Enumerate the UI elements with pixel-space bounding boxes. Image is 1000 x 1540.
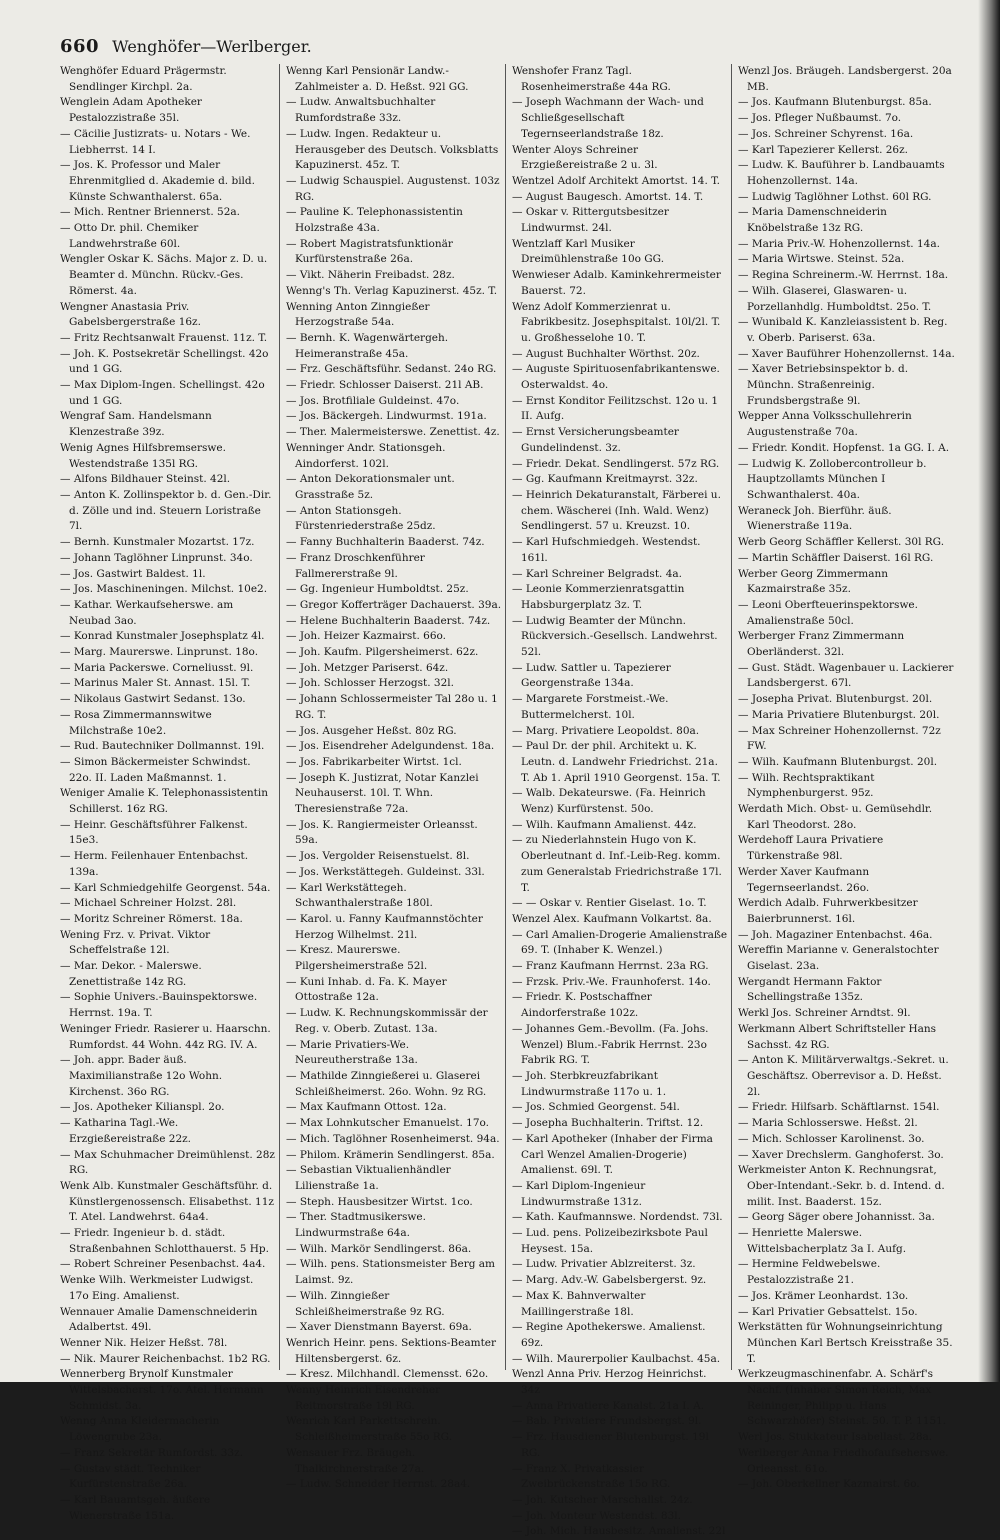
directory-entry: — Jos. Eisendreher Adelgundenst. 18a. — [286, 740, 495, 753]
directory-entry: — Karol. u. Fanny Kaufmannstöchter Herzog Wilhelmst. 21l. — [286, 912, 483, 941]
directory-entry: — Xaver Drechslerm. Ganghoferst. 3o. — [738, 1148, 944, 1161]
directory-entry: — Maria Packerswe. Corneliusst. 9l. — [60, 661, 254, 674]
directory-entry: — Anton K. Zollinspektor b. d. Gen.-Dir. d. Zölle und ind. Steuern Loristraße 7l. — [60, 488, 272, 533]
directory-entry: — Wilh. Maurerpolier Kaulbachst. 45a. — [512, 1352, 721, 1365]
directory-entry: Werdehoff Laura Privatiere Türkenstraße 98l. — [738, 834, 884, 863]
directory-entry: — Wilh. Zinngießer Schleißheimerstraße 9z RG. — [286, 1289, 445, 1318]
directory-entry: — Katharina Tagl.-We. Erzgießereistraße 22z. — [60, 1117, 192, 1145]
directory-entry: — Friedr. Ingenieur b. d. städt. Straßenbahnen Schlotthauerst. 5 Hp. — [60, 1227, 269, 1255]
directory-entry: Werkstätten für Wohnungseinrichtung München Karl Bertsch Kreisstraße 35. T. — [738, 1321, 953, 1365]
column-3 — [512, 64, 732, 1538]
directory-entry: — Jos. Schreiner Schyrenst. 16a. — [738, 127, 914, 140]
directory-entry: — Karl Schreiner Belgradst. 4a. — [512, 567, 682, 580]
directory-entry: — Robert Schreiner Pesenbachst. 4a4. — [60, 1258, 266, 1271]
directory-entry: — Joh. Sterbkreuzfabrikant Lindwurmstraße 117o u. 1. — [512, 1070, 667, 1098]
directory-entry: — Jos. Schmied Georgenst. 54l. — [512, 1101, 680, 1114]
directory-entry: Wereffin Marianne v. Generalstochter Giselast. 23a. — [738, 944, 939, 973]
directory-entry: — Mich. Schlosser Karolinenst. 3o. — [738, 1132, 925, 1145]
directory-entry: Wensauer Frz. Bräugeh. Thalkirchnerstraße 27a. — [286, 1446, 425, 1475]
directory-entry: Wenke Wilh. Werkmeister Ludwigst. 17o Eing. Amalienst. — [60, 1274, 254, 1302]
directory-entry: — Max Diplom-Ingen. Schellingst. 42o und 1 GG. — [60, 379, 265, 407]
page-header — [60, 36, 940, 62]
directory-entry: — — Oskar v. Rentier Giselast. 1o. T. — [512, 897, 707, 910]
directory-entry: Weniger Amalie K. Telephonassistentin Schillerst. 16z RG. — [60, 787, 269, 816]
directory-entry: — Joseph K. Justizrat, Notar Kanzlei Neuhauserst. 10l. T. Whn. Theresienstraße 72a. — [286, 771, 479, 816]
directory-entry: — Xaver Dienstmann Bayerst. 69a. — [286, 1321, 472, 1334]
directory-entry: — Bernh. K. Wagenwärtergeh. Heimeranstraße 45a. — [286, 331, 449, 360]
directory-entry: — Regina Schreinerm.-W. Herrnst. 18a. — [738, 269, 949, 282]
directory-entry: — Joh. Metzger Pariserst. 64z. — [286, 661, 449, 674]
directory-entry: — Moritz Schreiner Römerst. 18a. — [60, 912, 243, 925]
directory-entry: — August Baugesch. Amortst. 14. T. — [512, 190, 704, 203]
directory-entry: Wenng's Th. Verlag Kapuzinerst. 45z. T. — [286, 284, 498, 297]
directory-entry: — Friedr. Schlosser Daiserst. 21l AB. — [286, 379, 484, 392]
directory-entry: — Pauline K. Telephonassistentin Holzstraße 43a. — [286, 206, 463, 235]
directory-entry: — Jos. K. Professor und Maler Ehrenmitglied d. Akademie d. bild. Künste Schwanthalerst. 65a. — [60, 159, 255, 203]
directory-entry: — Auguste Spirituosenfabrikantenswe. Osterwaldst. 4o. — [512, 363, 720, 392]
directory-entry: Werkmann Albert Schriftsteller Hans Sachsst. 4z RG. — [738, 1022, 937, 1051]
directory-entry: — Bernh. Kunstmaler Mozartst. 17z. — [60, 536, 255, 549]
directory-entry: — Walb. Dekateurswe. (Fa. Heinrich Wenz) Kurfürstenst. 50o. — [512, 787, 706, 816]
directory-entry: — Jos. Brotfiliale Guldeinst. 47o. — [286, 394, 460, 407]
directory-entry: — Joh. Schlosser Herzogst. 32l. — [286, 677, 454, 690]
directory-entry: — Ludw. Schneider Herrnst. 28a4. — [286, 1478, 471, 1491]
directory-entry: — Jos. Werkstättegeh. Guldeinst. 33l. — [286, 865, 485, 878]
directory-entry: — Maria Wirtswe. Steinst. 52a. — [738, 253, 905, 266]
directory-entry: — Gustav städt. Techniker Kurfürstenstraße 26a. — [60, 1462, 201, 1491]
directory-entry: — Joseph Wachmann der Wach- und Schließgesellschaft Tegernseerlandstraße 18z. — [512, 96, 704, 140]
directory-entry: — Joh. Monteur Westendst. 83l. — [512, 1509, 681, 1522]
directory-entry: — Ludwig Beamter der Münchn. Rückversich.-Gesellsch. Landwehrst. 52l. — [512, 614, 718, 659]
directory-entry: — Jos. Ausgeher Heßst. 80z RG. — [286, 724, 457, 737]
directory-entry: Wenny Heinrich Eisendreher Reitmorstraße 19l RG. — [286, 1384, 441, 1412]
directory-entry: — Max Kaufmann Ottost. 12a. — [286, 1101, 447, 1114]
directory-entry: Wengraf Sam. Handelsmann Klenzestraße 39z. — [60, 410, 212, 439]
directory-entry: — Ernst Konditor Feilitzschst. 12o u. 1 II. Aufg. — [512, 394, 719, 423]
directory-entry: Wengler Oskar K. Sächs. Major z. D. u. Beamter d. Münchn. Rückv.-Ges. Römerst. 4a. — [60, 253, 268, 297]
directory-entry: — Gust. Städt. Wagenbauer u. Lackierer Landsbergerst. 67l. — [738, 661, 954, 690]
directory-entry: — Karl Bauamtsgeh. äußere Wienerstraße 151a. — [60, 1493, 211, 1522]
directory-entry: — Leoni Oberfteuerinspektorswe. Amalienstraße 50cl. — [738, 598, 918, 627]
directory-entry: Weraneck Joh. Bierführ. äuß. Wienerstraße 119a. — [738, 504, 892, 533]
directory-entry: — Kresz. Maurerswe. Pilgersheimerstraße 52l. — [286, 944, 428, 973]
directory-entry: — Ludw. Ingen. Redakteur u. Herausgeber des Deutsch. Volksblatts Kapuzinerst. 45z. T. — [286, 127, 499, 172]
directory-entry: — Kath. Kaufmannswe. Nordendst. 73l. — [512, 1211, 723, 1224]
directory-entry: — Xaver Betriebsinspektor b. d. Münchn. Straßenreinig. Frundsbergstraße 9l. — [738, 363, 909, 407]
directory-entry: — Wunibald K. Kanzleiassistent b. Reg. v. Oberb. Pariserst. 63a. — [738, 316, 948, 344]
directory-entry: Wenzl Jos. Bräugeh. Landsbergerst. 20a MB. — [738, 65, 952, 93]
directory-entry: — Johann Schlossermeister Tal 28o u. 1 RG. T. — [286, 693, 498, 721]
directory-entry: Wenzel Alex. Kaufmann Volkartst. 8a. — [512, 912, 712, 925]
directory-entry: Wenshofer Franz Tagl. Rosenheimerstraße 44a RG. — [512, 65, 671, 93]
directory-entry: — Johannes Gem.-Bevollm. (Fa. Johs. Wenzel) Blum.-Fabrik Herrnst. 23o Fabrik RG. T. — [512, 1022, 709, 1067]
directory-entry: — Jos. Vergolder Reisenstuelst. 8l. — [286, 850, 470, 863]
directory-entry: Werl Jos. Stukkateur Isabellast. 28a. — [738, 1431, 933, 1444]
directory-entry: — Maria Schlosserswe. Heßst. 2l. — [738, 1117, 918, 1130]
directory-entry: — Karl Apotheker (Inhaber der Firma Carl Wenzel Amalien-Drogerie) Amalienst. 69l. T. — [512, 1132, 713, 1177]
directory-entry: — Wilh. Kaufmann Amalienst. 44z. — [512, 818, 697, 831]
directory-entry: — Nik. Maurer Reichenbachst. 1b2 RG. — [60, 1352, 271, 1365]
directory-entry: — Joh. Kaufm. Pilgersheimerst. 62z. — [286, 646, 479, 659]
directory-entry: — Mathilde Zinngießerei u. Glaserei Schleißheimerst. 26o. Wohn. 9z RG. — [286, 1070, 487, 1098]
directory-entry: — Jos. K. Rangiermeister Orleansst. 59a. — [286, 818, 478, 847]
directory-entry: Wenner Nik. Heizer Heßst. 78l. — [60, 1336, 228, 1349]
directory-entry: — Joh. Heizer Kazmairst. 66o. — [286, 630, 446, 643]
column-1 — [60, 64, 280, 1522]
directory-entry: — Rud. Bautechniker Dollmannst. 19l. — [60, 740, 265, 753]
directory-entry: — Ludwig Schauspiel. Augustenst. 103z RG. — [286, 174, 500, 203]
directory-entry: — Wilh. Markör Sendlingerst. 86a. — [286, 1242, 472, 1255]
directory-entry: — Hermine Feldwebelswe. Pestalozzistraße 21. — [738, 1258, 881, 1287]
directory-entry: — Franz Kaufmann Herrnst. 23a RG. — [512, 960, 709, 973]
directory-entry: — Ludw. K. Rechnungskommissär der Reg. v. Oberb. Zutast. 13a. — [286, 1007, 488, 1035]
directory-entry: — Mich. Rentner Briennerst. 52a. — [60, 206, 241, 219]
directory-entry: — Anton K. Militärverwaltgs.-Sekret. u. Geschäftsz. Oberrevisor a. D. Heßst. 2l. — [738, 1054, 949, 1098]
directory-entry: — Regine Apothekerswe. Amalienst. 69z. — [512, 1321, 706, 1349]
directory-entry: Werdich Adalb. Fuhrwerkbesitzer Baierbrunnerst. 16l. — [738, 897, 918, 925]
directory-entry: — Konrad Kunstmaler Josephsplatz 4l. — [60, 630, 265, 643]
directory-entry: — August Buchhalter Wörthst. 20z. — [512, 347, 700, 360]
column-2 — [286, 64, 506, 1491]
directory-entry: Wenig Agnes Hilfsbremserswe. Westendstraße 135l RG. — [60, 441, 226, 470]
directory-entry: Werb Georg Schäffler Kellerst. 30l RG. — [738, 536, 945, 549]
directory-entry: — Kuni Inhab. d. Fa. K. Mayer Ottostraße 12a. — [286, 975, 447, 1004]
directory-entry: Wenghöfer Eduard Prägermstr. Sendlinger Kirchpl. 2a. — [60, 65, 227, 93]
directory-entry: — Friedr. K. Postschaffner Aindorferstraße 102z. — [512, 991, 652, 1020]
directory-entry: — Fritz Rechtsanwalt Frauenst. 11z. T. — [60, 331, 268, 344]
directory-entry: — Gregor Kofferträger Dachauerst. 39a. — [286, 598, 502, 611]
directory-entry: — Jos. Gastwirt Baldest. 1l. — [60, 567, 206, 580]
directory-entry: — Cäcilie Justizrats- u. Notars - We. Liebherrst. 14 I. — [60, 127, 251, 156]
directory-entry: — Simon Bäckermeister Schwindst. 22o. II. Laden Maßmannst. 1. — [60, 755, 251, 784]
directory-entry: — Ludwig K. Zollobercontrolleur b. Hauptzollamts München I Schwanthalerst. 40a. — [738, 457, 927, 501]
directory-entry: — Joh. Mich. Hausbesitz. Amalienst. 22l — [512, 1525, 726, 1538]
directory-entry: — Wilh. Glaserei, Glaswaren- u. Porzellanhdlg. Humboldtst. 25o. T. — [738, 284, 932, 313]
directory-entry: — Maria Privatiere Blutenburgst. 20l. — [738, 708, 940, 721]
directory-entry: Wenzl Anna Priv. Herzog Heinrichst. 34z — [512, 1368, 707, 1397]
directory-entry: — Heinrich Dekaturanstalt, Färberei u. chem. Wäscherei (Inh. Wald. Wenz) Sendlingerst. 57 u. Kreuzst. 10. — [512, 488, 721, 533]
directory-entry: — Josepha Buchhalterin. Triftst. 12. — [512, 1117, 704, 1130]
directory-entry: Werberger Franz Zimmermann Oberländerst. 32l. — [738, 630, 905, 659]
directory-entry: — Anton Stationsgeh. Fürstenriederstraße 25dz. — [286, 504, 436, 533]
directory-entry: — Maria Priv.-W. Hohenzollernst. 14a. — [738, 237, 940, 250]
directory-entry: Werder Xaver Kaufmann Tegernseerlandst. 26o. — [738, 865, 870, 894]
directory-entry: Werber Georg Zimmermann Kazmairstraße 35z. — [738, 567, 889, 596]
directory-entry: — Robert Magistratsfunktionär Kurfürstenstraße 26a. — [286, 237, 453, 266]
directory-entry: — Joh. Oberkellner Kazmairst. 6o. — [738, 1478, 920, 1491]
directory-entry: — Carl Amalien-Drogerie Amalienstraße 69. T. (Inhaber K. Wenzel.) — [512, 928, 728, 957]
directory-entry: — Anna Privatiere Kanalst. 21a I. A. — [512, 1399, 705, 1412]
directory-entry: — Henriette Malerswe. Wittelsbacherplatz 3a I. Aufg. — [738, 1227, 907, 1255]
directory-entry: — Sophie Univers.-Bauinspektorswe. Herrnst. 19a. T. — [60, 991, 258, 1020]
directory-entry: — Jos. Bäckergeh. Lindwurmst. 191a. — [286, 410, 487, 423]
directory-entry: — Karl Tapezierer Kellerst. 26z. — [738, 143, 908, 156]
directory-entry: — Karl Werkstättegeh. Schwanthalerstraße 180l. — [286, 881, 433, 910]
directory-entry: Wenwieser Adalb. Kaminkehrermeister Bauerst. 72. — [512, 269, 721, 297]
directory-entry: — Ludw. Sattler u. Tapezierer Georgenstraße 134a. — [512, 661, 671, 690]
directory-entry: — Max Lohnkutscher Emanuelst. 17o. — [286, 1117, 489, 1130]
directory-entry: — Otto Dr. phil. Chemiker Landwehrstraße 60l. — [60, 222, 199, 250]
directory-entry: — Margarete Forstmeist.-We. Buttermelcherst. 10l. — [512, 693, 669, 721]
directory-entry: Werkl Jos. Schreiner Arndtst. 9l. — [738, 1007, 911, 1020]
directory-entry: — Joh. Magaziner Entenbachst. 46a. — [738, 928, 933, 941]
directory-entry: — Karl Schmiedgehilfe Georgenst. 54a. — [60, 881, 271, 894]
directory-entry: — Kresz. Milchhandl. Clemensst. 62o. — [286, 1368, 489, 1381]
directory-entry: — Mar. Dekor. - Malerswe. Zenettistraße 14z RG. — [60, 960, 202, 988]
directory-entry: — Marie Privatiers-We. Neureutherstraße 13a. — [286, 1038, 418, 1067]
directory-entry: — Jos. Krämer Leonhardst. 13o. — [738, 1289, 909, 1302]
directory-entry: — Georg Säger obere Johannisst. 3a. — [738, 1211, 935, 1224]
directory-entry: Weninger Friedr. Rasierer u. Haarschn. Rumfordst. 44 Wohn. 44z RG. IV. A. — [60, 1022, 271, 1051]
directory-entry: — Leonie Kommerzienratsgattin Habsburgerplatz 3z. T. — [512, 583, 685, 611]
directory-entry: Wenrich Karl Parkettschrein. Schleißheimerstraße 55o RG. — [286, 1415, 453, 1444]
directory-entry: — Ernst Versicherungsbeamter Gundelindenst. 3z. — [512, 426, 679, 454]
directory-entry: — Joh. K. Postsekretär Schellingst. 42o und 1 GG. — [60, 347, 269, 376]
directory-entry: — Jos. Apotheker Kilianspl. 2o. — [60, 1101, 225, 1114]
directory-entry: — Marg. Maurerswe. Linprunst. 18o. — [60, 646, 259, 659]
running-title: Wenghöfer—Werlberger. — [112, 37, 312, 56]
directory-entry: — Frzsk. Priv.-We. Fraunhoferst. 14o. — [512, 975, 711, 988]
directory-entry: — Steph. Hausbesitzer Wirtst. 1co. — [286, 1195, 473, 1208]
directory-entry: — Jos. Pfleger Nußbaumst. 7o. — [738, 112, 902, 125]
directory-entry: Wenter Aloys Schreiner Erzgießereistraße 2 u. 3l. — [512, 143, 658, 172]
directory-entry: — Sebastian Viktualienhändler Lilienstraße 1a. — [286, 1164, 451, 1192]
directory-entry: Werkzeugmaschinenfabr. A. Schärf's Nachf. (Inhaber Simon Reich, Max Reininger, Philipp u. Hans Schwarzhöfer) Steinst. 50. T. P. 1151. — [738, 1368, 947, 1428]
directory-entry: Wennauer Amalie Damenschneiderin Adalbertst. 49l. — [60, 1305, 258, 1334]
directory-entry: — Mich. Taglöhner Rosenheimerst. 94a. — [286, 1132, 500, 1145]
directory-entry: — Max K. Bahnverwalter Maillingerstraße 18l. — [512, 1289, 646, 1318]
directory-entry: — Franz X. Privatkassier Zweibrückenstraße 15o RG. — [512, 1462, 671, 1491]
directory-entry: — Joh. appr. Bader äuß. Maximilianstraße 12o Wohn. Kirchenst. 36o RG. — [60, 1054, 223, 1098]
directory-entry: — Karl Hufschmiedgeh. Westendst. 161l. — [512, 536, 701, 564]
directory-entry: — Max Schuhmacher Dreimühlenst. 28z RG. — [60, 1148, 275, 1177]
directory-entry: — Karl Diplom-Ingenieur Lindwurmstraße 131z. — [512, 1179, 646, 1208]
directory-entry: — Kathar. Werkaufseherswe. am Neubad 3ao. — [60, 598, 234, 627]
directory-entry: — Wilh. Rechtspraktikant Nymphenburgerst. 95z. — [738, 771, 875, 800]
directory-entry: — Josepha Privat. Blutenburgst. 20l. — [738, 693, 933, 706]
directory-entry: — Franz Droschkenführer Fallmererstraße 9l. — [286, 551, 425, 580]
directory-entry: — Fanny Buchhalterin Baaderst. 74z. — [286, 536, 485, 549]
directory-columns — [60, 64, 965, 1538]
directory-entry: — Helene Buchhalterin Baaderst. 74z. — [286, 614, 491, 627]
directory-entry: — Marg. Privatiere Leopoldst. 80a. — [512, 724, 700, 737]
directory-entry: — Bab. Privatiere Frundsbergst. 9l. — [512, 1415, 702, 1428]
directory-entry: — Alfons Bildhauer Steinst. 42l. — [60, 473, 231, 486]
directory-entry: — Johann Taglöhner Linprunst. 34o. — [60, 551, 253, 564]
directory-entry: Wengner Anastasia Priv. Gabelsbergerstraße 16z. — [60, 300, 201, 329]
directory-entry: Wentzlaff Karl Musiker Dreimühlenstraße 10o GG. — [512, 237, 665, 266]
page-number: 660 — [60, 36, 100, 57]
column-4 — [738, 64, 958, 1491]
directory-entry: — Anton Dekorationsmaler unt. Grasstraße 5z. — [286, 473, 455, 501]
directory-entry: Wepper Anna Volksschullehrerin Augustenstraße 70a. — [738, 410, 912, 439]
directory-entry: — Jos. Maschineningen. Milchst. 10e2. — [60, 583, 268, 596]
directory-entry: — zu Niederlahnstein Hugo von K. Oberleutnant d. Inf.-Leib-Reg. komm. zum Generalstab Friedrichstraße 17l. T. — [512, 834, 722, 894]
directory-entry: — Oskar v. Rittergutsbesitzer Lindwurmst. 24l. — [512, 206, 669, 235]
directory-entry: — Maria Damenschneiderin Knöbelstraße 13z RG. — [738, 206, 887, 235]
directory-entry: — Herm. Feilenhauer Entenbachst. 139a. — [60, 850, 249, 878]
directory-entry: Werkmeister Anton K. Rechnungsrat, Ober-Intendant.-Sekr. b. d. Intend. d. milit. Inst. Baaderst. 15z. — [738, 1164, 945, 1208]
directory-entry: — Ludwig Taglöhner Lothst. 60l RG. — [738, 190, 932, 203]
directory-entry: Werdath Mich. Obst- u. Gemüsehdlr. Karl Theodorst. 28o. — [738, 803, 933, 831]
directory-entry: — Ludw. K. Bauführer b. Landbauamts Hohenzollernst. 14a. — [738, 159, 945, 187]
directory-entry: — Frz. Geschäftsführ. Sedanst. 24o RG. — [286, 363, 497, 376]
directory-entry: — Jos. Kaufmann Blutenburgst. 85a. — [738, 96, 932, 109]
directory-entry: — Wilh. Kaufmann Blutenburgst. 20l. — [738, 755, 938, 768]
directory-entry: Wenglein Adam Apotheker Pestalozzistraße 35l. — [60, 96, 202, 125]
directory-entry: — Friedr. Dekat. Sendlingerst. 57z RG. — [512, 457, 720, 470]
directory-entry: Wenrich Heinr. pens. Sektions-Beamter Hiltensbergerst. 6z. — [286, 1336, 497, 1365]
directory-entry: — Franz Sekretär Rumfordst. 33z. — [60, 1446, 243, 1459]
directory-entry: — Max Schreiner Hohenzollernst. 72z FW. — [738, 724, 941, 753]
directory-entry: Wenng Anna Kleidermacherin Löwengrube 23a. — [60, 1415, 220, 1444]
directory-entry: Wenz Adolf Kommerzienrat u. Fabrikbesitz. Josephspitalst. 10l/2l. T. u. Großhesselohe 10. T. — [512, 300, 721, 344]
directory-entry: Wennerberg Brynolf Kunstmaler Wittelsbacherst. 17o. Atel. Hermann Schmidst. 3a. — [60, 1368, 264, 1412]
directory-entry: — Lud. pens. Polizeibezirksbote Paul Heysest. 15a. — [512, 1227, 708, 1255]
directory-entry: — Ludw. Privatier Ablzreiterst. 3z. — [512, 1258, 696, 1271]
directory-entry: — Ther. Malermeisterswe. Zenettist. 4z. — [286, 426, 500, 439]
directory-entry: — Jos. Fabrikarbeiter Wirtst. 1cl. — [286, 755, 462, 768]
directory-entry: Wenning Anton Zinngießer Herzogstraße 54a. — [286, 300, 430, 329]
directory-entry: — Ludw. Anwaltsbuchhalter Rumfordstraße 33z. — [286, 96, 436, 125]
directory-entry: — Paul Dr. der phil. Architekt u. K. Leutn. d. Landwehr Friedrichst. 21a. T. Ab 1. April 1910 Georgenst. 15a. T. — [512, 740, 721, 784]
directory-entry: Wentzel Adolf Architekt Amortst. 14. T. — [512, 174, 720, 187]
directory-entry: Wenk Alb. Kunstmaler Geschäftsführ. d. Künstlergenossensch. Elisabethst. 11z T. Atel. Landwehrst. 64a4. — [60, 1179, 274, 1224]
directory-entry: — Gg. Ingenieur Humboldtst. 25z. — [286, 583, 469, 596]
directory-entry: Wergandt Hermann Faktor Schellingstraße 135z. — [738, 975, 882, 1004]
directory-entry: — Ther. Stadtmusikerswe. Lindwurmstraße 64a. — [286, 1211, 426, 1240]
directory-entry: Wening Frz. v. Privat. Viktor Scheffelstraße 12l. — [60, 928, 211, 957]
directory-entry: — Marinus Maler St. Annast. 15l. T. — [60, 677, 251, 690]
directory-entry: — Gg. Kaufmann Kreitmayrst. 32z. — [512, 473, 698, 486]
directory-entry: — Wilh. pens. Stationsmeister Berg am Laimst. 9z. — [286, 1258, 496, 1287]
directory-entry: — Heinr. Geschäftsführer Falkenst. 15e3. — [60, 818, 248, 847]
directory-entry: — Rosa Zimmermannswitwe Milchstraße 10e2. — [60, 708, 212, 737]
directory-entry: — Michael Schreiner Holzst. 28l. — [60, 897, 237, 910]
directory-entry: — Vikt. Näherin Freibadst. 28z. — [286, 269, 455, 282]
directory-entry: — Karl Privatier Gebsattelst. 15o. — [738, 1305, 918, 1318]
directory-entry: — Friedr. Hilfsarb. Schäftlarnst. 154l. — [738, 1101, 940, 1114]
directory-entry: — Joh. Kutscher Marschallst. 24z. — [512, 1493, 693, 1506]
directory-entry: — Martin Schäffler Daiserst. 16l RG. — [738, 551, 934, 564]
directory-entry: Wenninger Andr. Stationsgeh. Aindorferst. 102l. — [286, 441, 446, 470]
directory-entry: — Marg. Adv.-W. Gabelsbergerst. 9z. — [512, 1274, 707, 1287]
directory-entry: Wenng Karl Pensionär Landw.-Zahlmeister a. D. Heßst. 92l GG. — [286, 65, 469, 93]
directory-entry: Werlberger Anna Friedhofaufseherswe. Orleansst. 61o. — [738, 1446, 949, 1475]
directory-entry: — Friedr. Kondit. Hopfenst. 1a GG. I. A. — [738, 441, 950, 454]
directory-entry: — Philom. Krämerin Sendlingerst. 85a. — [286, 1148, 495, 1161]
directory-entry: — Nikolaus Gastwirt Sedanst. 13o. — [60, 693, 246, 706]
directory-entry: — Frz. Hausdiener Blutenburgst. 19l RG. — [512, 1431, 709, 1459]
directory-entry: — Xaver Bauführer Hohenzollernst. 14a. — [738, 347, 955, 360]
